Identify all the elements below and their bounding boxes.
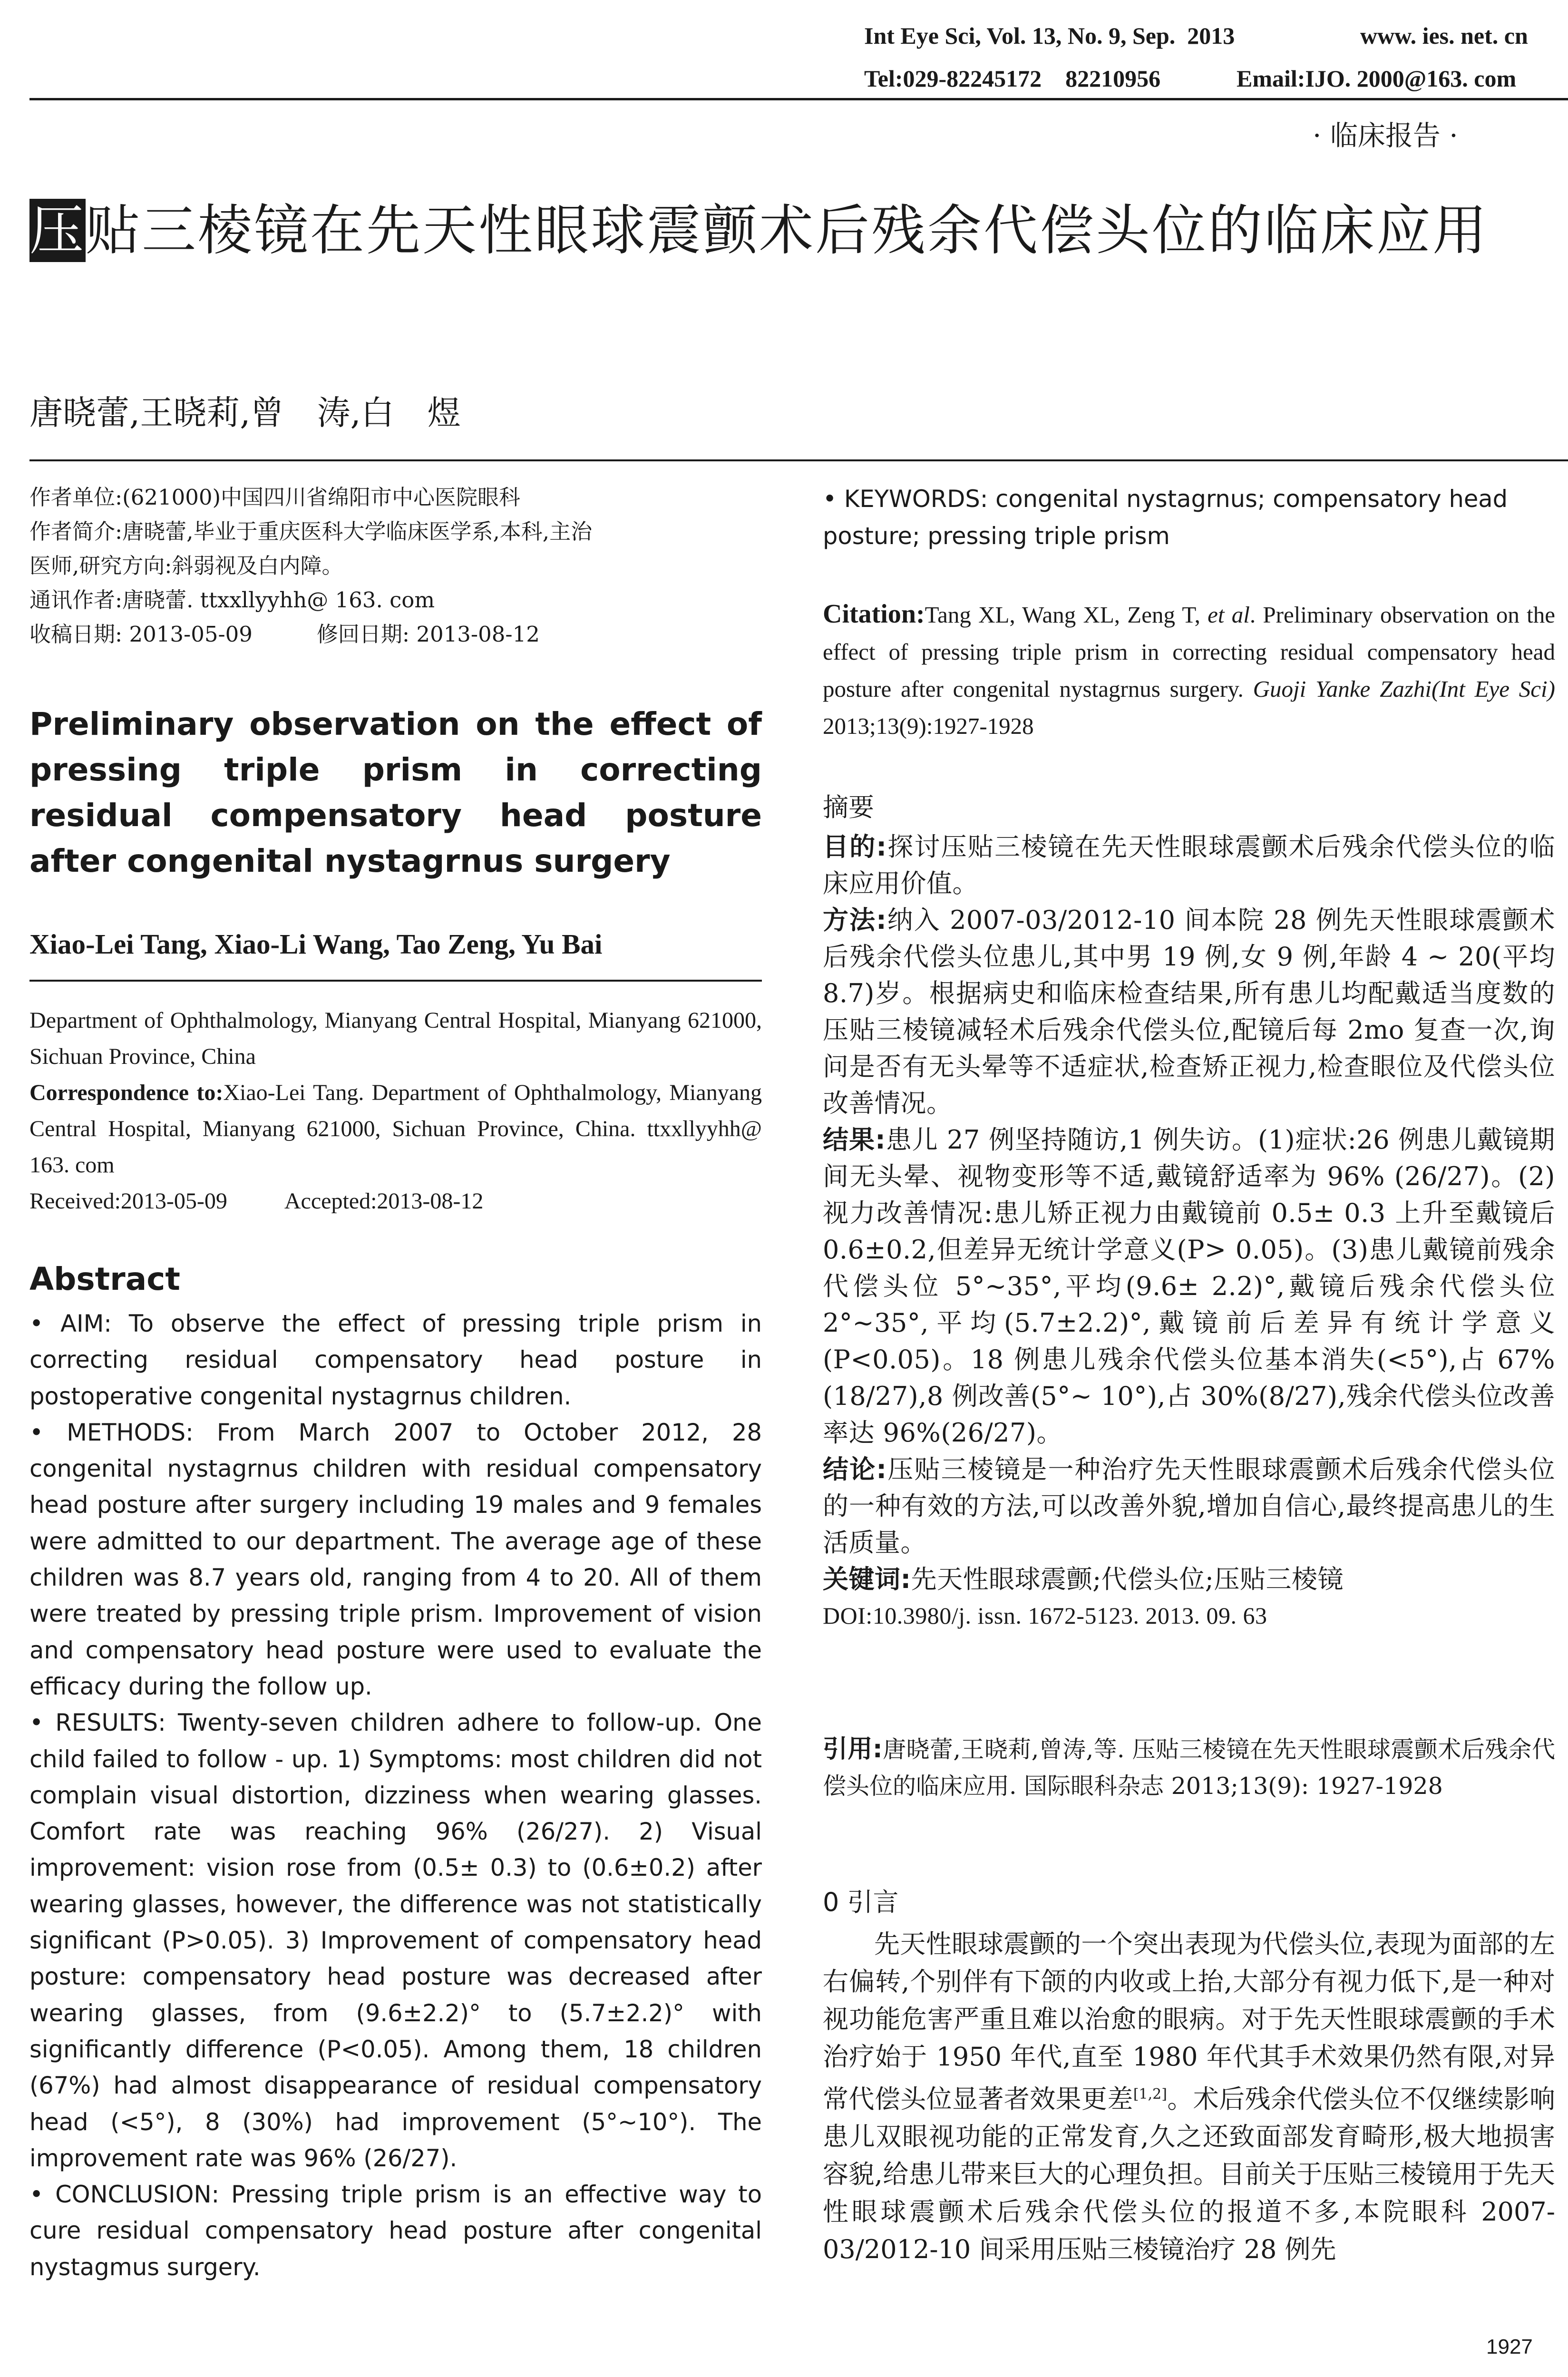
- author-bio-cont: 医师,研究方向:斜弱视及白内障。: [29, 553, 343, 578]
- cn-keywords-text: 先天性眼球震颤;代偿头位;压贴三棱镜: [911, 1564, 1344, 1594]
- cn-methods-text: 纳入 2007-03/2012-10 间本院 28 例先天性眼球震颤术后残余代偿头位患儿,其中男 19 例,女 9 例,年龄 4 ~ 20(平均 8.7)岁。根据病史和临床检查结果,所有患儿均配戴适当度数的压贴三棱镜减轻术后残余代偿头位,配镜后每 2mo 复查一次,询问是否有无头晕等不适症状,检查矫正视力,检查眼位及代偿头位改善情况。: [823, 905, 1555, 1118]
- cn-aim-text: 探讨压贴三棱镜在先天性眼球震颤术后残余代偿头位的临床应用价值。: [823, 832, 1555, 898]
- cn-conclusion-text: 压贴三棱镜是一种治疗先天性眼球震颤术后残余代偿头位的一种有效的方法,可以改善外貌,增加自信心,最终提高患儿的生活质量。: [823, 1454, 1555, 1558]
- accepted: Accepted:2013-08-12: [284, 1188, 484, 1214]
- cn-methods-label: 方法:: [823, 905, 887, 935]
- received: Received:2013-05-09: [29, 1188, 227, 1214]
- cn-aim: [823, 828, 1555, 902]
- paper-title: [29, 190, 1551, 271]
- cn-abstract-heading: 摘要: [823, 792, 874, 822]
- intro-text: [823, 1925, 1555, 2268]
- abstract-body: [29, 1305, 762, 2285]
- authors-cn: 唐晓蕾,王晓莉,曾 涛,白 煜: [29, 393, 461, 432]
- author-affiliation: 作者单位:(621000)中国四川省绵阳市中心医院眼科: [29, 485, 521, 510]
- cn-citation: [823, 1731, 1555, 1804]
- cn-citation-label: 引用:: [823, 1735, 883, 1763]
- intro-text-end: 。术后残余代偿头位不仅继续影响患儿双眼视功能的正常发育,久之还致面部发育畸形,极大地损害容貌,给患儿带来巨大的心理负担。目前关于压贴三棱镜用于先天性眼球震颤术后残余代偿头位的报道不多,本院眼科 2007-03/2012-10 间采用压贴三棱镜治疗 28 例先: [823, 2084, 1556, 2264]
- title-rest: 贴三棱镜在先天性眼球震颤术后残余代偿头位的临床应用: [86, 199, 1489, 262]
- received-dates: 收稿日期: 2013-05-09 修回日期: 2013-08-12: [29, 622, 540, 647]
- department: Department of Ophthalmology, Mianyang Central Hospital, Mianyang 621000, Sichuan Province, China: [29, 1008, 762, 1069]
- citation-authors: Tang XL, Wang XL, Zeng T,: [925, 602, 1208, 628]
- authors-rule: [29, 980, 762, 982]
- cn-keywords: [823, 1561, 1555, 1598]
- citation: [823, 595, 1555, 745]
- journal-email: Email:IJO. 2000@163. com: [1237, 65, 1517, 92]
- header-rule: [29, 98, 1568, 100]
- title-first-char: 压: [29, 199, 86, 262]
- doi: DOI:10.3980/j. issn. 1672-5123. 2013. 09. 63: [823, 1602, 1267, 1629]
- cn-conclusion-label: 结论:: [823, 1454, 887, 1484]
- received-accepted: [29, 1183, 762, 1219]
- citation-et-al: et al: [1208, 602, 1250, 628]
- title-rule: [29, 459, 1568, 461]
- abstract-conclusion: • CONCLUSION: Pressing triple prism is an effective way to cure residual compensatory head posture after congenital nystagmus surgery.: [29, 2181, 762, 2281]
- cn-results-label: 结果:: [823, 1125, 886, 1155]
- corresponding-author: 通讯作者:唐晓蕾. ttxxllyyhh@ 163. com: [29, 587, 435, 613]
- cn-conclusion: [823, 1451, 1555, 1561]
- author-bio: 作者简介:唐晓蕾,毕业于重庆医科大学临床医学系,本科,主治: [29, 519, 593, 544]
- cn-methods: [823, 902, 1555, 1121]
- journal-tel: Tel:029-82245172 82210956: [864, 65, 1161, 92]
- intro-heading: 0 引言: [823, 1887, 899, 1917]
- citation-label: Citation:: [823, 599, 925, 629]
- correspondence-text: Xiao-Lei Tang. Department of Ophthalmology, Mianyang Central Hospital, Mianyang 621000, Sichuan Province, China. ttxxllyyhh@ 163. com: [29, 1080, 762, 1178]
- english-title: Preliminary observation on the effect of pressing triple prism in correcting residual compensatory head posture after congenital nystagrnus surgery: [29, 706, 762, 879]
- journal-website: www. ies. net. cn: [1360, 22, 1528, 49]
- abstract-heading: Abstract: [29, 1261, 180, 1297]
- abstract-methods: • METHODS: From March 2007 to October 2012, 28 congenital nystagrnus children with residual compensatory head posture after surgery including 19 males and 9 females were admitted to our department. The average age of these children was 8.7 years old, ranging from 4 to 20. All of them were treated by pressing triple prism. Improvement of vision and compensatory head posture were used to evaluate the efficacy during the follow up.: [29, 1418, 762, 1700]
- abstract-aim: • AIM: To observe the effect of pressing triple prism in correcting residual compensatory head posture in postoperative congenital nystagrnus children.: [29, 1310, 762, 1410]
- citation-journal: Guoji Yanke Zazhi(Int Eye Sci): [1253, 676, 1555, 702]
- journal-info: Int Eye Sci, Vol. 13, No. 9, Sep. 2013: [864, 22, 1235, 49]
- section-label: · 临床报告 ·: [1313, 119, 1458, 152]
- cn-results-text: 患儿 27 例坚持随访,1 例失访。(1)症状:26 例患儿戴镜期间无头晕、视物变形等不适,戴镜舒适率为 96% (26/27)。(2)视力改善情况:患儿矫正视力由戴镜前 0.5± 0.3 上升至戴镜后 0.6±0.2,但差异无统计学意义(P> 0.05)。(3)患儿戴镜前残余代偿头位 5°~35°,平均(9.6± 2.2)°,戴镜后残余代偿头位 2°~35°,平均(5.7±2.2)°,戴镜前后差异有统计学意义(P<0.05)。18 例患儿残余代偿头位基本消失(<5°),占 67%(18/27),8 例改善(5°~ 10°),占 30%(8/27),残余代偿头位改善率达 96%(26/27)。: [823, 1125, 1555, 1448]
- cn-citation-text: 唐晓蕾,王晓莉,曾涛,等. 压贴三棱镜在先天性眼球震颤术后残余代偿头位的临床应用. 国际眼科杂志 2013;13(9): 1927-1928: [823, 1736, 1555, 1800]
- cn-keywords-label: 关键词:: [823, 1564, 911, 1594]
- citation-volume: 2013;13(9):1927-1928: [823, 713, 1034, 739]
- keywords: • KEYWORDS: congenital nystagrnus; compensatory head posture; pressing triple prism: [823, 485, 1508, 550]
- abstract-results: • RESULTS: Twenty-seven children adhere to follow-up. One child failed to follow - up. 1) Symptoms: most children did not complain visual distortion, dizziness when wearing glasses. Comfort rate was reaching 96% (26/27). 2) Visual improvement: vision rose from (0.5± 0.3) to (0.6±0.2) after wearing glasses, however, the difference was not statistically significant (P>0.05). 3) Improvement of compensatory head posture: compensatory head posture was decreased after wearing glasses, from (9.6±2.2)° to (5.7±2.2)° with significantly difference (P<0.05). Among them, 18 children (67%) had almost disappearance of residual compensatory head (<5°), 8 (30%) had improvement (5°~10°). The improvement rate was 96% (26/27).: [29, 1709, 762, 2172]
- cn-results: [823, 1121, 1555, 1451]
- correspondence-label: Correspondence to:: [29, 1080, 224, 1105]
- intro-text-start: 先天性眼球震颤的一个突出表现为代偿头位,表现为面部的左右偏转,个别伴有下颌的内收或上抬,大部分有视力低下,是一种对视功能危害严重且难以治愈的眼病。对于先天性眼球震颤的手术治疗始于 1950 年代,直至 1980 年代其手术效果仍然有限,对异常代偿头位显著者效果更差: [823, 1929, 1555, 2114]
- cn-aim-label: 目的:: [823, 832, 887, 862]
- affiliation-block: [29, 1003, 762, 1219]
- citation-title: . Preliminary observation on the effect of pressing triple prism in correcting residual compensatory head posture after congenital nystagrnus surgery.: [823, 602, 1556, 702]
- correspondence: [29, 1075, 762, 1183]
- english-authors: Xiao-Lei Tang, Xiao-Li Wang, Tao Zeng, Yu Bai: [29, 928, 603, 960]
- author-info: [29, 480, 771, 652]
- cn-abstract-body: [823, 828, 1555, 1634]
- intro-reference: [1,2]: [1133, 2086, 1167, 2103]
- page-number: 1927: [1486, 2335, 1533, 2358]
